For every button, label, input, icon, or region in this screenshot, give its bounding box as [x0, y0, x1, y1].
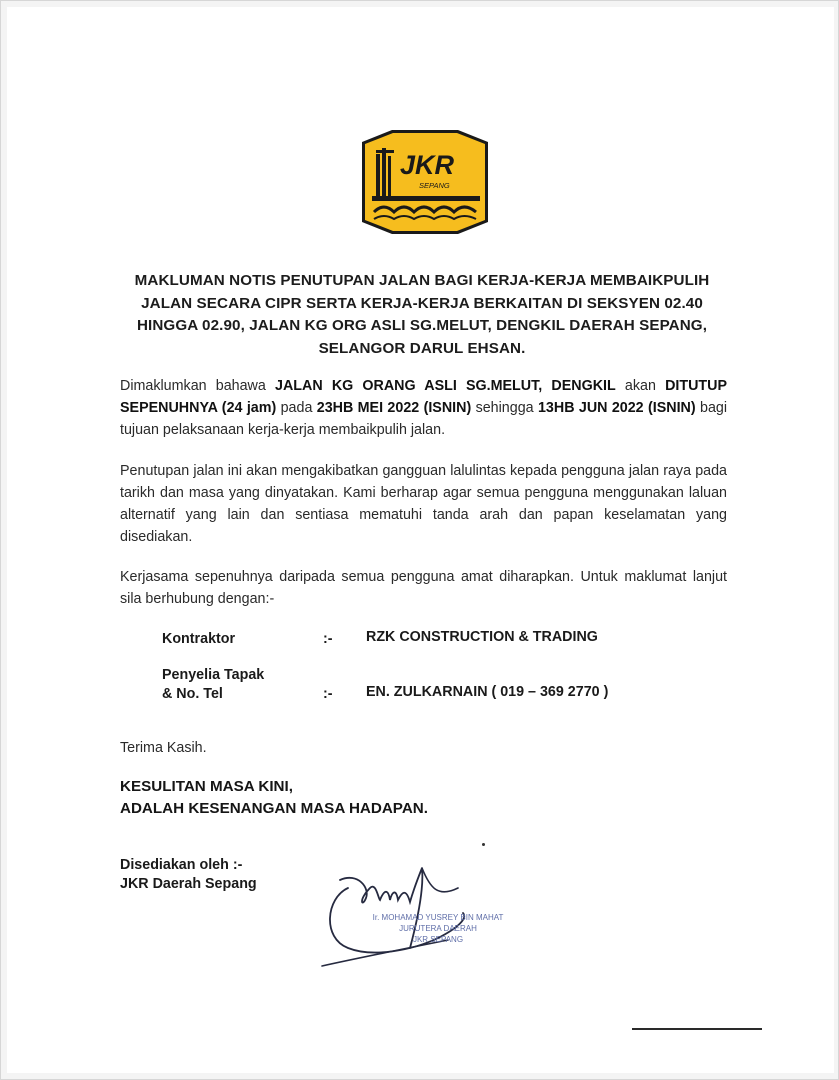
stamp-title: JURUTERA DAERAH	[399, 924, 477, 933]
text-run: Dimaklumkan bahawa	[120, 378, 275, 394]
title-line: JALAN SECARA CIPR SERTA KERJA-KERJA BERKAITAN DI SEKSYEN 02.40	[141, 294, 703, 312]
phone-label: & No. Tel	[162, 686, 223, 702]
contractor-name: RZK CONSTRUCTION & TRADING	[366, 629, 598, 645]
supervisor-contact: EN. ZULKARNAIN ( 019 – 369 2770 )	[366, 684, 609, 700]
text-run: pada	[276, 400, 317, 416]
supervisor-colon: :-	[323, 686, 333, 702]
prepared-by-office: JKR Daerah Sepang	[120, 876, 257, 892]
motto-line: KESULITAN MASA KINI,	[120, 778, 293, 795]
notice-title	[96, 270, 748, 360]
start-date: 23HB MEI 2022 (ISNIN)	[316, 400, 472, 416]
prepared-by-label: Disediakan oleh :-	[120, 857, 243, 873]
contact-request-paragraph: Kerjasama sepenuhnya daripada semua pengguna amat diharapkan. Untuk maklumat lanjut sila berhubung dengan:-	[120, 569, 727, 607]
text-run: bagi tujuan pelaksanaan kerja-kerja membaikpulih jalan.	[120, 400, 728, 438]
closure-type: DITUTUP SEPENUHNYA (24 jam)	[120, 378, 728, 416]
text-run: sehingga	[471, 400, 538, 416]
jkr-logo	[352, 128, 498, 236]
road-name: JALAN KG ORANG ASLI SG.MELUT, DENGKIL	[275, 378, 616, 394]
official-stamp	[358, 912, 518, 945]
closing-thanks: Terima Kasih.	[120, 740, 207, 756]
end-date: 13HB JUN 2022 (ISNIN)	[537, 400, 696, 416]
motto-line: ADALAH KESENANGAN MASA HADAPAN.	[120, 800, 428, 817]
svg-text:SEPANG: SEPANG	[419, 181, 450, 190]
page-edge-mark	[632, 1028, 762, 1030]
stamp-name: Ir. MOHAMAD YUSREY BIN MAHAT	[372, 913, 504, 922]
supervisor-label: Penyelia Tapak	[162, 667, 265, 683]
traffic-disruption-paragraph: Penutupan jalan ini akan mengakibatkan gangguan lalulintas kepada pengguna jalan raya pada tarikh dan masa yang dinyatakan. Kami berharap agar semua pengguna menggunakan laluan alternatif yang lain dan sentiasa mematuhi tanda arah dan papan keselamatan yang disediakan.	[120, 463, 727, 545]
contractor-label: Kontraktor	[162, 631, 236, 647]
title-line: SELANGOR DARUL EHSAN.	[318, 339, 526, 357]
title-line: MAKLUMAN NOTIS PENUTUPAN JALAN BAGI KERJA-KERJA MEMBAIKPULIH	[134, 272, 710, 289]
svg-text:JKR: JKR	[400, 150, 455, 180]
contractor-colon: :-	[323, 631, 333, 647]
motto	[120, 776, 428, 820]
text-run: akan	[615, 378, 666, 394]
title-line: HINGGA 02.90, JALAN KG ORG ASLI SG.MELUT, DENGKIL DAERAH SEPANG,	[136, 317, 708, 334]
stamp-office: JKR SEPANG	[412, 935, 464, 944]
closure-announcement-paragraph	[120, 375, 727, 441]
prepared-by	[120, 856, 257, 894]
ink-dot	[482, 843, 485, 846]
